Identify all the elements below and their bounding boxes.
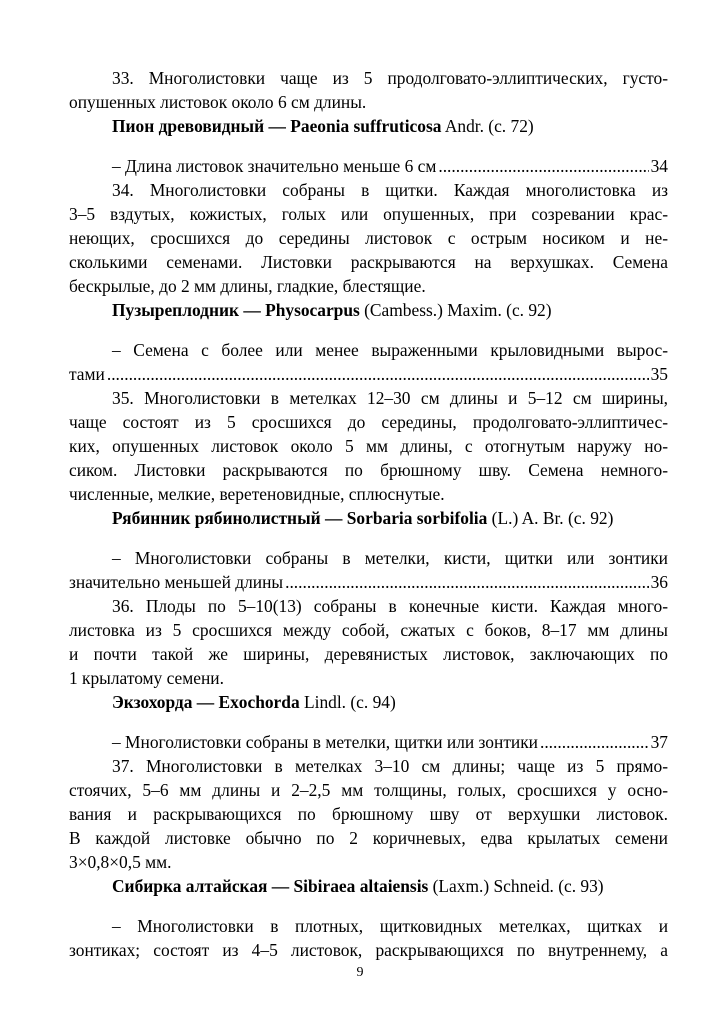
key-lead-text: тами <box>69 364 105 384</box>
taxon-name: Пион древовидный — Paeonia suffruticosa <box>112 116 442 136</box>
text-line: зонтиках; состоят из 4–5 листовок, раскрывающихся по внутреннему, а <box>69 940 668 960</box>
key-lead-text: – Длина листовок значительно меньше 6 см <box>112 156 437 176</box>
text-line: бескрылые, до 2 мм длины, гладкие, блестящие. <box>69 276 426 296</box>
text-line: 35. Многолистовки в метелках 12–30 см длины и 5–12 см ширины, <box>112 388 668 408</box>
text-line: сколькими семенами. Листовки раскрываются на верхушках. Семена <box>69 252 668 272</box>
key-lead <box>112 730 668 754</box>
leader-dots <box>107 362 649 386</box>
taxon-author: Lindl. (с. 94) <box>299 692 396 712</box>
text-line: чаще состоят из 5 сросшихся до середины, продолговато-эллиптичес- <box>69 412 668 432</box>
key-lead-text: – Многолистовки собраны в метелки, щитки или зонтики <box>112 732 538 752</box>
leader-dots <box>438 154 648 178</box>
taxon-author: Andr. (с. 72) <box>441 116 534 136</box>
page-number: 9 <box>356 965 364 980</box>
key-step-number: 37 <box>650 732 668 752</box>
text-line: сиком. Листовки раскрываются по брюшному шву. Семена немного- <box>69 460 668 480</box>
text-line: 34. Многолистовки собраны в щитки. Каждая многолистовка из <box>112 180 668 200</box>
key-step-number: 34 <box>650 156 668 176</box>
taxon-author: (Cambess.) Maxim. (с. 92) <box>359 300 552 320</box>
taxon-heading <box>112 114 668 138</box>
text-line: опушенных листовок около 6 см длины. <box>69 92 367 112</box>
text-line: – Многолистовки в плотных, щитковидных метелках, щитках и <box>112 916 668 936</box>
taxon-heading <box>112 506 668 530</box>
text-line: 3–5 вздутых, кожистых, голых или опушенных, при созревании крас- <box>69 204 668 224</box>
text-line: листовка из 5 сросшихся между собой, сжатых с боков, 8–17 мм длины <box>69 620 668 640</box>
taxon-author: (L.) A. Br. (с. 92) <box>487 508 614 528</box>
taxon-heading <box>112 298 668 322</box>
text-line: ких, опушенных листовок около 5 мм длины, с отогнутым наружу но- <box>69 436 668 456</box>
key-step-number: 35 <box>650 364 668 384</box>
text-line: 37. Многолистовки в метелках 3–10 см длины; чаще из 5 прямо- <box>112 756 668 776</box>
key-lead <box>112 154 668 178</box>
text-line: неющих, сросшихся до середины листовок с острым носиком и не- <box>69 228 668 248</box>
key-step-number: 36 <box>650 572 668 592</box>
taxon-name: Рябинник рябинолистный — Sorbaria sorbifolia <box>112 508 488 528</box>
taxon-name: Сибирка алтайская — Sibiraea altaiensis <box>112 876 429 896</box>
leader-dots <box>285 570 649 594</box>
text-line: – Многолистовки собраны в метелки, кисти, щитки или зонтики <box>112 548 668 568</box>
taxon-heading <box>112 690 668 714</box>
text-line: В каждой листовке обычно по 2 коричневых, едва крылатых семени <box>69 828 668 848</box>
taxon-author: (Laxm.) Schneid. (с. 93) <box>428 876 604 896</box>
taxon-name: Экзохорда — Exochorda <box>112 692 300 712</box>
text-line: вания и раскрывающихся по брюшному шву от верхушки листовок. <box>69 804 668 824</box>
text-line: стоячих, 5–6 мм длины и 2–2,5 мм толщины, голых, сросшихся у осно- <box>69 780 668 800</box>
leader-dots <box>540 730 649 754</box>
text-line: численные, мелкие, веретеновидные, сплюснутые. <box>69 484 445 504</box>
key-lead <box>69 570 668 594</box>
text-line: 36. Плоды по 5–10(13) собраны в конечные кисти. Каждая много- <box>112 596 668 616</box>
text-line: – Семена с более или менее выраженными крыловидными вырос- <box>112 340 668 360</box>
text-line: 3×0,8×0,5 мм. <box>69 852 172 872</box>
key-lead-text: значительно меньшей длины <box>69 572 284 592</box>
taxon-heading <box>112 874 668 898</box>
taxon-name: Пузыреплодник — Physocarpus <box>112 300 360 320</box>
text-line: 33. Многолистовки чаще из 5 продолговато-эллиптических, густо- <box>112 68 668 88</box>
key-lead <box>69 362 668 386</box>
text-line: и почти такой же ширины, деревянистых листовок, заключающих по <box>69 644 668 664</box>
text-line: 1 крылатому семени. <box>69 668 224 688</box>
